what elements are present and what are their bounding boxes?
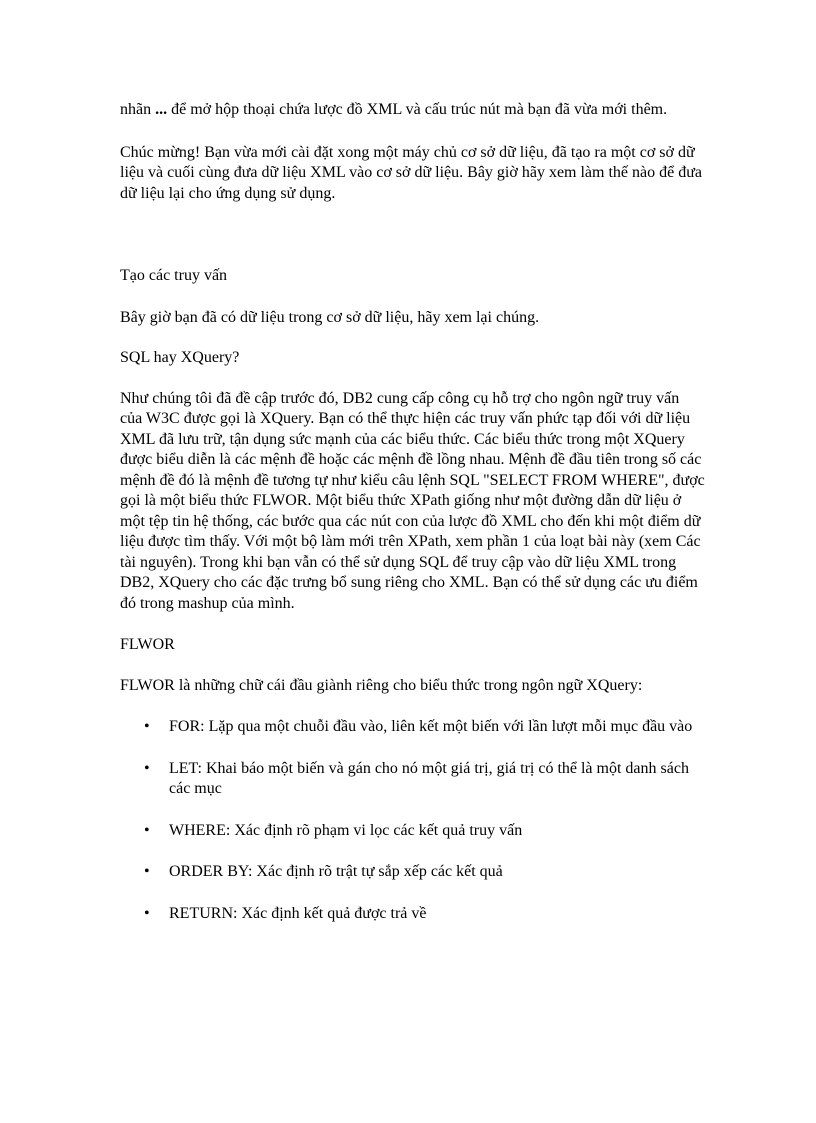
paragraph-intro: [120, 100, 705, 121]
list-item-text: FOR: Lặp qua một chuỗi đầu vào, liên kết một biến với lần lượt mỗi mục đầu vào: [169, 718, 693, 735]
bullet-icon: •: [144, 904, 150, 922]
paragraph-flwor-intro: FLWOR là những chữ cái đầu giành riêng cho biểu thức trong ngôn ngữ XQuery:: [120, 676, 643, 694]
paragraph-xquery-description: Như chúng tôi đã đề cập trước đó, DB2 cung cấp công cụ hỗ trợ cho ngôn ngữ truy vấn của W3C được gọi là XQuery. Bạn có thể thực hiện các truy vấn phức tạp đối với dữ liệu XML đã lưu trữ, tận dụng sức mạnh của các biểu thức. Các biểu thức trong một XQuery được biểu diễn là các mệnh đề hoặc các mệnh đề lồng nhau. Mệnh đề đầu tiên trong số các mệnh đề đó là mệnh đề tương tự như kiểu câu lệnh SQL "SELECT FROM WHERE", được gọi là một biểu thức FLWOR. Một biểu thức XPath giống như một đường dẫn dữ liệu ở một tệp tin hệ thống, các bước qua các nút con của lược đồ XML cho đến khi một điểm dữ liệu được tìm thấy. Với một bộ làm mới trên XPath, xem phần 1 của loạt bài này (xem Các tài nguyên). Trong khi bạn vẫn có thể sử dụng SQL để truy cập vào dữ liệu XML trong DB2, XQuery cho các đặc trưng bổ sung riêng cho XML. Bạn có thể sử dụng các ưu điểm đó trong mashup của mình.: [120, 389, 705, 612]
list-item-let: [120, 759, 705, 800]
document-page: [120, 100, 705, 945]
section-heading-sql-xquery: SQL hay XQuery?: [120, 349, 240, 366]
list-item-return: [120, 904, 705, 925]
bullet-icon: •: [144, 759, 150, 777]
list-item-for: [120, 717, 705, 738]
section-heading-flwor: FLWOR: [120, 636, 175, 653]
ellipsis-label: ...: [155, 101, 168, 118]
bullet-icon: •: [144, 863, 150, 880]
list-item-text: LET: Khai báo một biến và gán cho nó một giá trị, giá trị có thể là một danh sách các mục: [169, 759, 689, 797]
list-item-text: WHERE: Xác định rõ phạm vi lọc các kết quả truy vấn: [169, 821, 523, 839]
list-item-where: [120, 821, 705, 842]
list-item-text: RETURN: Xác định kết quả được trả về: [169, 904, 427, 922]
section-heading-queries: Tạo các truy vấn: [120, 267, 228, 284]
paragraph-congratulations: Chúc mừng! Bạn vừa mới cài đặt xong một máy chủ cơ sở dữ liệu, đã tạo ra một cơ sở dữ liệu và cuối cùng đưa dữ liệu XML vào cơ sở dữ liệu. Bây giờ hãy xem làm thế nào để đưa dữ liệu lại cho ứng dụng sử dụng.: [120, 143, 702, 202]
bullet-icon: •: [144, 718, 150, 735]
paragraph-intro-text-after: để mở hộp thoại chứa lược đồ XML và cấu trúc nút mà bạn đã vừa mới thêm.: [167, 101, 668, 118]
bullet-icon: •: [144, 821, 150, 839]
flwor-clause-list: [120, 717, 705, 924]
paragraph-review-data: Bây giờ bạn đã có dữ liệu trong cơ sở dữ liệu, hãy xem lại chúng.: [120, 308, 540, 326]
list-item-order-by: [120, 862, 705, 883]
paragraph-intro-text-before: nhãn: [120, 101, 156, 118]
list-item-text: ORDER BY: Xác định rõ trật tự sắp xếp các kết quả: [169, 863, 503, 880]
